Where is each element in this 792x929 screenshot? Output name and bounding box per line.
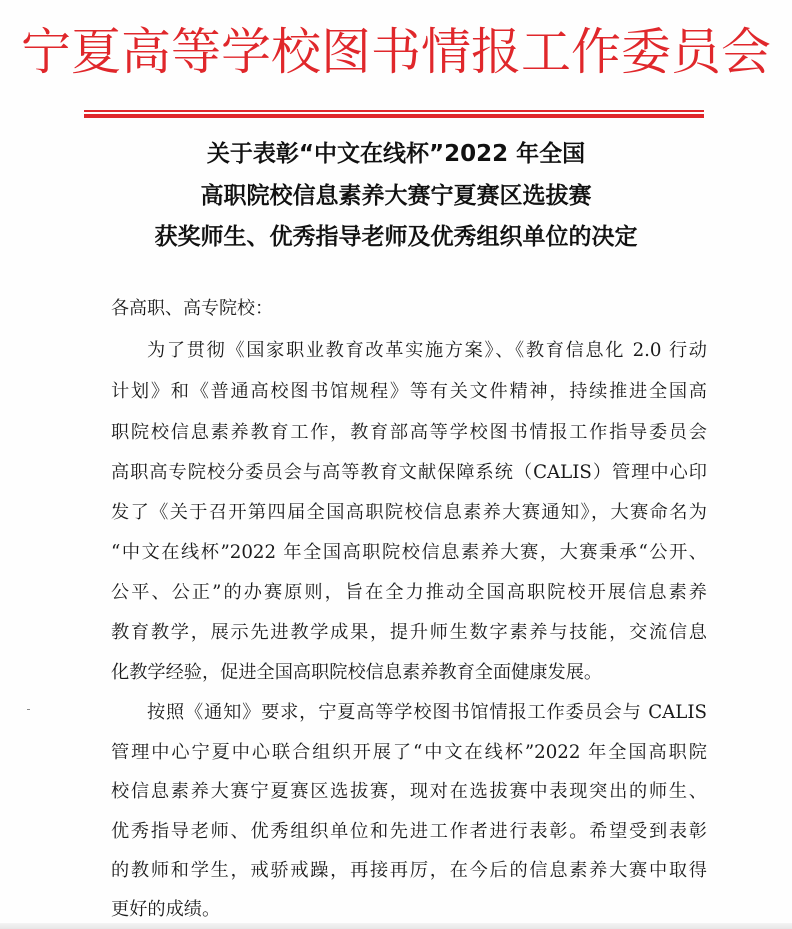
document-title-line-2: 高职院校信息素养大赛宁夏赛区选拔赛 <box>200 183 592 209</box>
paragraph-line: 校信息素养大赛宁夏赛区选拔赛，现对在选拔赛中表现突出的师生、 <box>111 781 707 802</box>
letterhead-rule-thick <box>84 114 704 118</box>
paragraph-line: 化教学经验，促进全国高职院校信息素养教育全面健康发展。 <box>111 662 603 683</box>
scan-artifact <box>27 709 30 710</box>
paragraph-line: 更好的成绩。 <box>111 899 221 920</box>
document-title-line-3: 获奖师生、优秀指导老师及优秀组织单位的决定 <box>154 224 638 250</box>
paragraph-line: 公平、公正”的办赛原则，旨在全力推动全国高职院校开展信息素养 <box>111 582 707 603</box>
paragraph-line: 为了贯彻《国家职业教育改革实施方案》、《教育信息化 2.0 行动 <box>147 340 707 361</box>
letterhead-rule-thin <box>84 110 704 112</box>
paragraph-line: 的教师和学生，戒骄戒躁，再接再厉，在今后的信息素养大赛中取得 <box>111 860 707 881</box>
paragraph-line: “中文在线杯”2022 年全国高职院校信息素养大赛，大赛秉承“公开、 <box>111 542 707 563</box>
paragraph-line: 发了《关于召开第四届全国高职院校信息素养大赛通知》，大赛命名为 <box>111 502 707 523</box>
salutation: 各高职、高专院校： <box>111 298 273 319</box>
paragraph-line: 管理中心宁夏中心联合组织开展了“中文在线杯”2022 年全国高职院 <box>111 742 707 763</box>
paragraph-line: 优秀指导老师、优秀组织单位和先进工作者进行表彰。希望受到表彰 <box>111 821 707 842</box>
paragraph-line: 教育教学，展示先进教学成果，提升师生数字素养与技能，交流信息 <box>111 622 707 643</box>
letterhead-org-name: 宁夏高等学校图书情报工作委员会 <box>21 23 771 81</box>
paragraph-line: 计划》和《普通高校图书馆规程》等有关文件精神，持续推进全国高 <box>111 381 707 402</box>
paragraph-line: 职院校信息素养教育工作，教育部高等学校图书情报工作指导委员会 <box>111 422 707 443</box>
paragraph-line: 按照《通知》要求，宁夏高等学校图书馆情报工作委员会与 CALIS <box>147 702 707 723</box>
page-bottom-edge <box>0 923 792 929</box>
paragraph-line: 高职高专院校分委员会与高等教育文献保障系统（CALIS）管理中心印 <box>111 462 707 483</box>
document-title-line-1: 关于表彰“中文在线杯”2022 年全国 <box>206 141 586 167</box>
